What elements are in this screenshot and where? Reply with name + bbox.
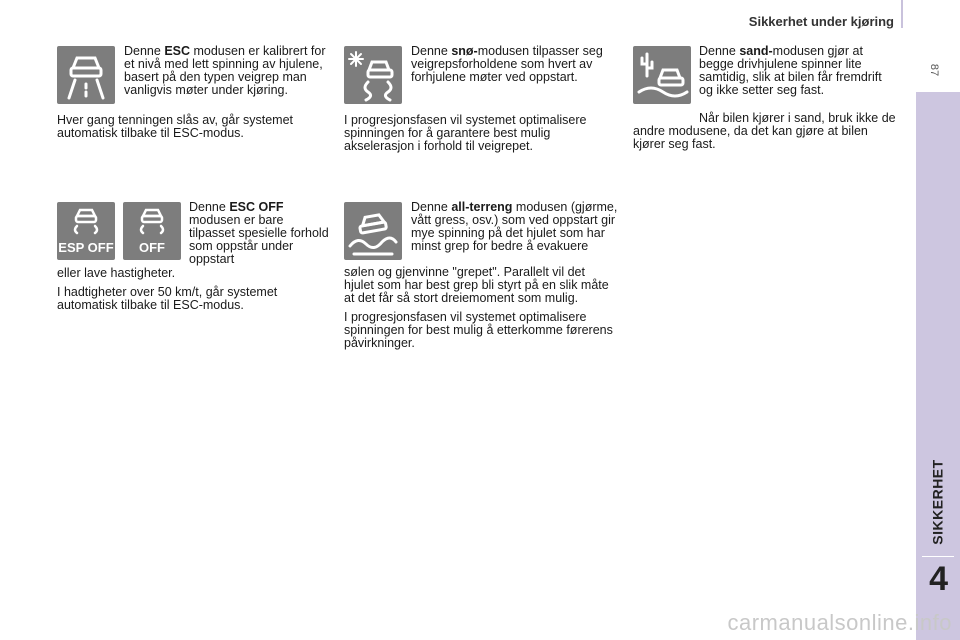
all-terrain-mode-icon — [344, 202, 402, 260]
all-terrain-note-text: I progresjonsfasen vil systemet optimalisere spinningen for best mulig å etterkomme førerens påvirkninger. — [344, 310, 613, 350]
snow-mode-icon — [344, 46, 402, 104]
esc-off-intro-text: Denne — [189, 200, 230, 214]
esc-off-description — [189, 201, 329, 266]
snow-mode-name: snø- — [451, 44, 478, 58]
esp-off-icon — [57, 202, 115, 260]
esc-off-icon — [123, 202, 181, 260]
sand-note-text: Når bilen kjører i sand, bruk ikke de andre modusene, da det kan gjøre at bilen kjører seg fast. — [633, 111, 896, 151]
esc-body-text: modusen er kalibrert for et nivå med lett spinning av hjulene, basert på den typen veigrep man vanligvis møter under kjøring. — [124, 44, 326, 97]
esc-off-continuation: eller lave hastigheter. — [57, 266, 176, 280]
snow-body-text: modusen tilpasser seg veigrepsforholdene som hvert av forhjulene møter ved oppstart. — [411, 44, 603, 84]
snow-description — [411, 45, 616, 84]
sand-description — [699, 45, 899, 97]
sand-mode-icon — [633, 46, 691, 104]
all-terrain-body-text: modusen (gjørme, vått gress, osv.) som ved oppstart gir mye spinning på det hjulet som har minst grep for bedre å evakuere — [411, 200, 618, 253]
sand-mode-name: sand- — [739, 44, 773, 58]
snow-intro-text: Denne — [411, 44, 452, 58]
snow-note — [344, 114, 618, 159]
all-terrain-mode-name: all-terreng — [451, 200, 513, 214]
esc-note-text: Hver gang tenningen slås av, går systemet automatisk tilbake til ESC-modus. — [57, 113, 294, 140]
esc-off-mode-name: ESC OFF — [229, 200, 284, 214]
chapter-number: 4 — [929, 560, 948, 598]
chapter-side-tab — [916, 92, 960, 640]
sand-intro-text: Denne — [699, 44, 740, 58]
all-terrain-intro-text: Denne — [411, 200, 452, 214]
watermark: carmanualsonline.info — [727, 610, 952, 635]
chapter-side-label: SIKKERHET — [930, 459, 946, 545]
esc-off-note-text: I hadtigheter over 50 km/t, går systemet automatisk tilbake til ESC-modus. — [57, 285, 278, 312]
page-header-title: Sikkerhet under kjøring — [748, 14, 894, 29]
esc-mode-name: ESC — [164, 44, 191, 58]
esc-off-body-text: modusen er bare tilpasset spesielle forhold som oppstår under oppstart — [189, 213, 329, 266]
all-terrain-continuation: sølen og gjenvinne "grepet". Parallelt vil det hjulet som har best grep bli styrt på en slik måte at det får så stort dreiemoment som mulig. — [344, 265, 609, 305]
esp-off-icon-label: ESP OFF — [58, 240, 114, 255]
page-number: 87 — [927, 63, 940, 77]
chapter-divider — [922, 556, 954, 557]
snow-note-text: I progresjonsfasen vil systemet optimalisere spinningen for å garantere best mulig akselerasjon i forhold til veigrepet. — [344, 113, 587, 153]
header-rule — [901, 0, 903, 28]
sand-body-text: modusen gjør at begge drivhjulene spinner lite samtidig, slik at bilen får fremdrift og ikke setter seg fast. — [699, 44, 882, 97]
all-terrain-description — [411, 201, 618, 253]
chapter-side-label-box — [922, 452, 954, 552]
esc-intro-text: Denne — [124, 44, 165, 58]
esc-note — [57, 114, 325, 146]
esc-mode-icon — [57, 46, 115, 104]
sand-note — [633, 112, 903, 157]
all-terrain-note — [344, 266, 616, 356]
esc-description — [124, 45, 329, 97]
esc-off-icon-label: OFF — [139, 240, 165, 255]
esc-off-note — [57, 267, 329, 318]
